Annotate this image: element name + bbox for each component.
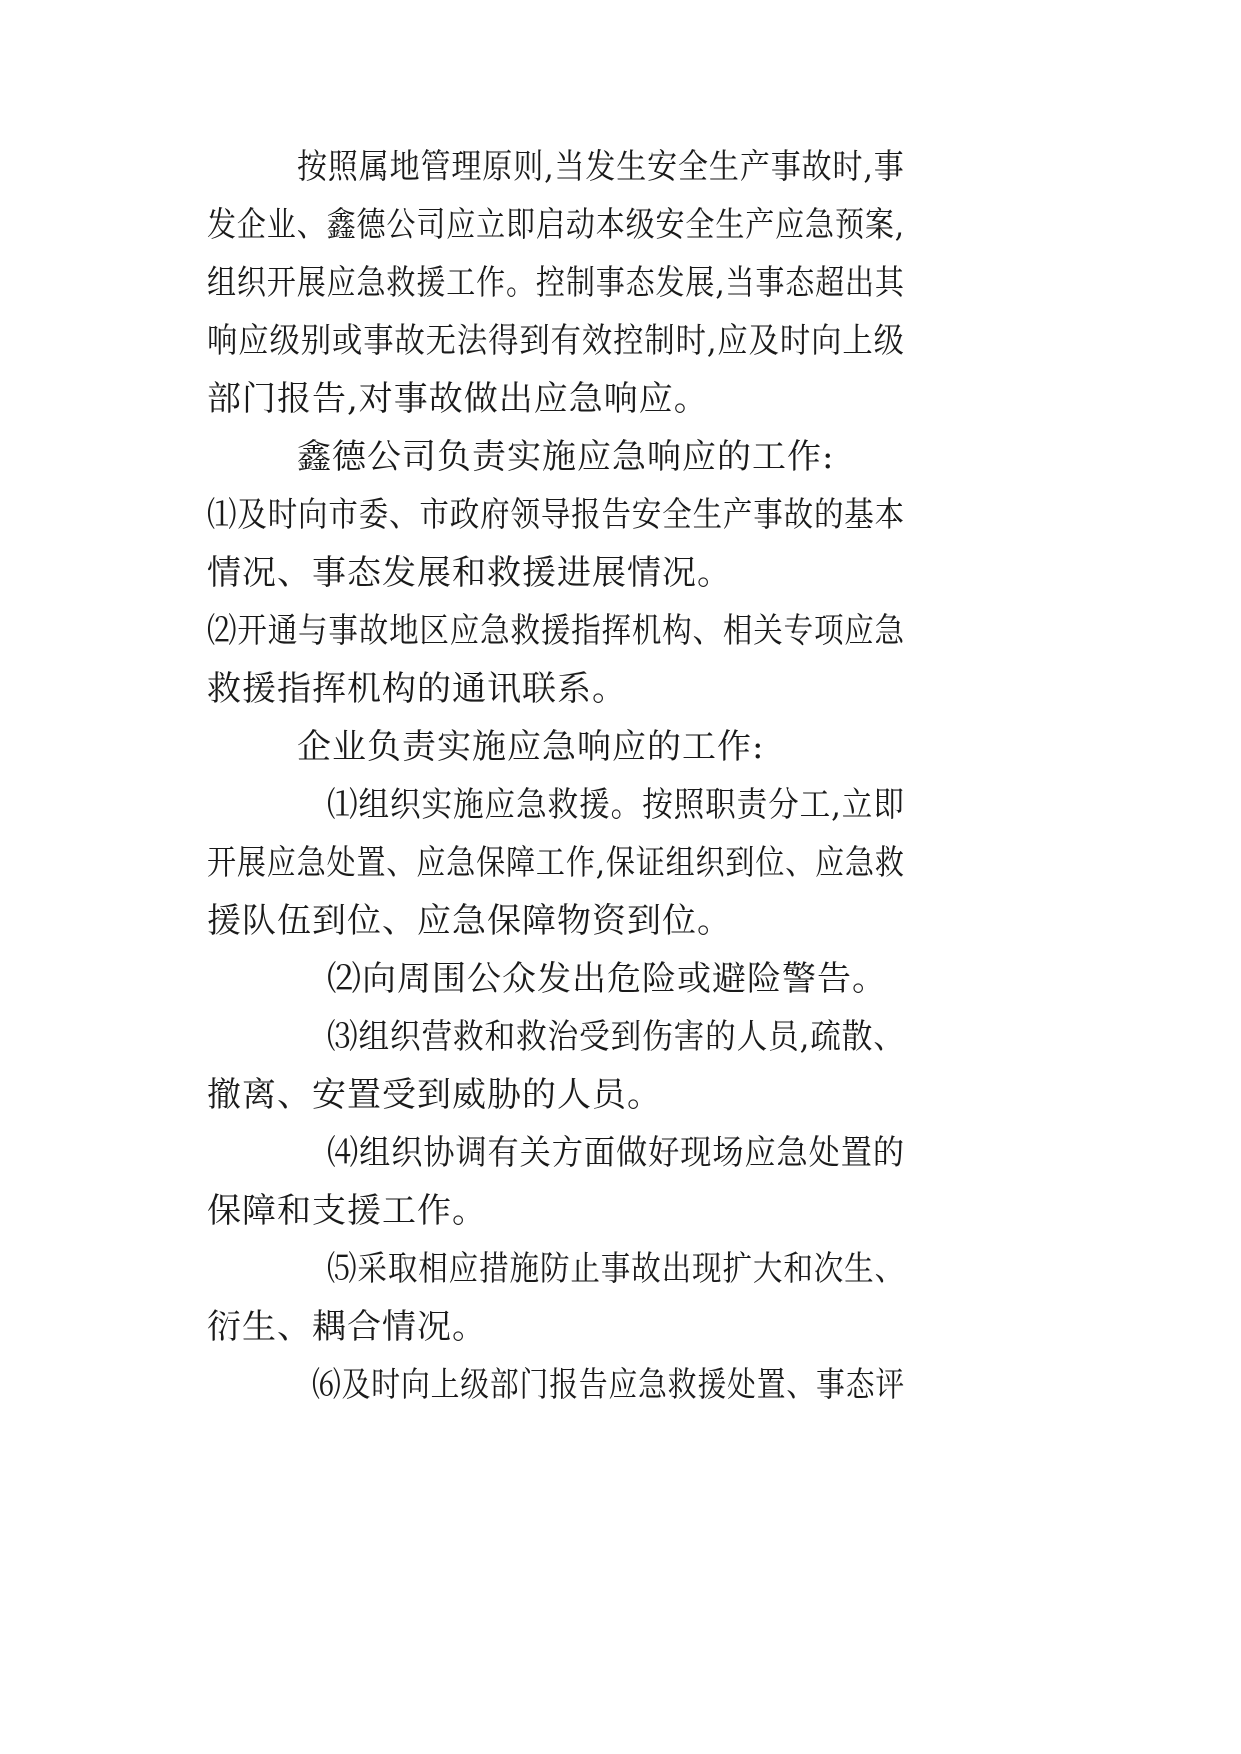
text-line: 救援指挥机构的通讯联系。 [207,669,627,709]
text-line: 援队伍到位、应急保障物资到位。 [207,901,732,941]
text-line: 响应级别或事故无法得到有效控制时,应及时向上级 [207,321,905,361]
text-line: 组织开展应急救援工作。控制事态发展,当事态超出其 [207,263,905,303]
text-line: ⑴组织实施应急救援。按照职责分工,立即 [327,785,905,825]
text-line: ⑸采取相应措施防止事故出现扩大和次生、 [327,1249,905,1289]
text-line: ⑴及时向市委、市政府领导报告安全生产事故的基本 [207,495,905,535]
text-line: 发企业、鑫德公司应立即启动本级安全生产应急预案, [207,205,905,245]
text-line: 撤离、安置受到威胁的人员。 [207,1075,662,1115]
text-line: ⑵向周围公众发出危险或避险警告。 [327,959,887,999]
text-line: 保障和支援工作。 [207,1191,487,1231]
text-line: ⑵开通与事故地区应急救援指挥机构、相关专项应急 [207,611,905,651]
text-line: 衍生、耦合情况。 [207,1307,487,1347]
text-line: 企业负责实施应急响应的工作: [297,727,765,767]
text-line: 开展应急处置、应急保障工作,保证组织到位、应急救 [207,843,905,883]
text-line: 鑫德公司负责实施应急响应的工作: [297,437,835,477]
text-line: ⑷组织协调有关方面做好现场应急处置的 [327,1133,905,1173]
text-line: ⑹及时向上级部门报告应急救援处置、事态评 [312,1365,905,1405]
text-line: 情况、事态发展和救援进展情况。 [207,553,732,593]
text-line: ⑶组织营救和救治受到伤害的人员,疏散、 [327,1017,905,1057]
text-line: 部门报告,对事故做出应急响应。 [207,379,709,419]
text-line: 按照属地管理原则,当发生安全生产事故时,事 [297,147,905,187]
